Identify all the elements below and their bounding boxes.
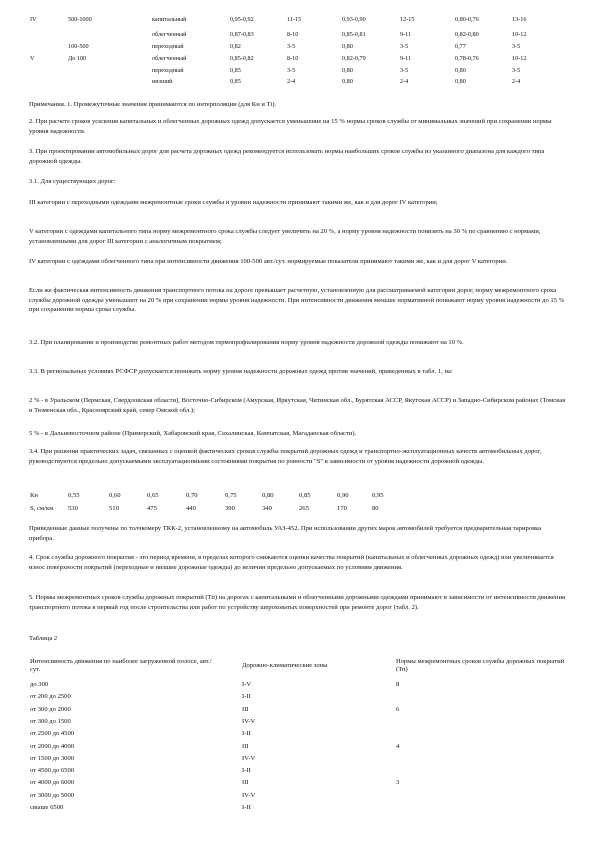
table-2-intensity: от 2500 до 4500 [30, 730, 75, 738]
table-2-zone: I-V [242, 681, 252, 688]
s-value: 265 [299, 505, 309, 512]
top-table-cell: 0,82 [230, 43, 241, 50]
table-2-zone: III [242, 705, 249, 713]
note-1: Примечания. 1. Промежуточные значения принимаются по интерполяции (для Кн и Тi). [29, 101, 277, 108]
top-table-cell: 0,80 [342, 78, 353, 85]
table-2-zone: I-II [242, 804, 251, 811]
top-table-cell: облегченный [152, 55, 187, 62]
top-table-cell: переходный [152, 67, 184, 74]
table-2-intensity: от 1500 до 3000 [30, 754, 75, 762]
table-2-zone: III [242, 742, 249, 750]
top-table-cell: 0,80-0,76 [455, 16, 479, 23]
top-table-cell: 0,85-0,81 [342, 31, 366, 38]
paragraph-5-percent: 5 % - в Дальневосточном районе (Приморский, Хабаровский края, Сахалинская, Камчатская, Магаданская области). [29, 430, 357, 437]
table-2-header-intensity: Интенсивность движения по наиболее загруженной полосе, авт./сут. [30, 658, 212, 673]
table-2-intensity: от 4500 до 6500 [30, 767, 75, 775]
top-table-cell: переходный [152, 43, 184, 50]
kn-value: 0,75 [225, 492, 237, 499]
table-2-zone: I-II [242, 767, 251, 775]
top-table-cell: 0,80 [342, 43, 353, 50]
top-table-cell: 3-5 [512, 43, 521, 50]
top-table-cell: 500-1000 [68, 16, 92, 23]
top-table-cell: 10-12 [512, 55, 527, 62]
top-table-cell: IV [30, 16, 37, 23]
top-table-cell: 12-15 [400, 16, 415, 23]
kn-value: 0,60 [109, 492, 121, 499]
table-2-zone: IV-V [242, 717, 256, 725]
note-2: 2. При расчете сроков усиления капитальных и облегченных дорожных одежд допускается уменьшение на 15 % нормы сроков службы от минимальных значений при сохранении нормы уровня надежности. [29, 118, 552, 135]
top-table-cell: 0,82-0,79 [342, 55, 366, 62]
top-table-cell: 2-4 [287, 78, 296, 85]
top-table-cell: капитальный [152, 16, 187, 23]
kn-value: 0,90 [337, 492, 349, 499]
s-value: 510 [109, 505, 119, 512]
top-table-cell: 9-11 [400, 31, 412, 38]
s-value: 440 [186, 505, 196, 512]
s-value: 475 [147, 505, 157, 512]
top-table-cell: V [30, 55, 35, 62]
top-table-cell: 11-15 [287, 16, 302, 23]
table-2-norm: 3 [396, 779, 400, 787]
top-table-cell: 3-5 [400, 43, 409, 50]
table-2-title: Таблица 2 [29, 635, 58, 642]
paragraph-tkk: Приведенные данные получены по толчкомеру ТКК-2, установленному на автомобиль УАЗ-452. При использовании других марок автомобилей требуется предварительная тарировка прибора. [29, 525, 542, 542]
top-table-cell: 3-5 [400, 67, 409, 74]
top-table-cell: низший [152, 78, 173, 85]
s-value: 390 [225, 505, 235, 512]
kn-value: 0,85 [299, 492, 311, 499]
kn-value: 0,80 [262, 492, 274, 499]
table-2-intensity: от 200 до 2500 [30, 693, 71, 701]
top-table-cell: 8-10 [287, 31, 299, 38]
kn-label: Кн [30, 492, 38, 499]
top-table-cell: 8-10 [287, 55, 299, 62]
top-table-cell: 0,85 [230, 67, 241, 74]
table-2-zone: III [242, 779, 249, 787]
top-table-cell: До 100 [68, 55, 87, 62]
paragraph-cat-v: V категории с одеждами капитального типа норму межремонтного срока службы следует увеличить на 20 %, а норму уровня надежности понизить на 30 % по сравнению с нормами, установленными для дорог III категории с аналогичным покрытием; [29, 228, 541, 245]
table-2-zone: IV-V [242, 754, 256, 762]
top-table-cell: 2-4 [400, 78, 409, 85]
table-2-norm: 6 [396, 705, 400, 713]
top-table-cell: 0,77 [455, 43, 466, 50]
table-2-norm: 8 [396, 681, 400, 688]
paragraph-intensity: Если же фактическая интенсивность движения транспортного потока на дороге превышает расчетную, установленную для рассматриваемой категории дорог, норму межремонтного срока службы дорожной одежды уменьшают на 20 % при сохранении нормы уровня надежности. При интенсивности движения меньше нормативной понижают норму уровня надежности до 15 % при сохранении нормы срока службы. [29, 287, 565, 314]
table-2-header-zones: Дорожно-климатические зоны [242, 662, 328, 669]
top-table-cell: 0,82-0,80 [455, 31, 479, 38]
table-2-zone: I-II [242, 693, 251, 701]
kn-value: 0,95 [372, 492, 384, 499]
section-3-4: 3.4. При решении практических задач, связанных с оценкой фактических сроков службы покрытий дорожных одежд и транспортно-эксплуатационных качеств автомобильных дорог, руководствуются предельно допускаемыми эксплуатационными состояниями покрытия по ровности "S" в зависимости от уровня надежности дорожной одежды. [29, 448, 542, 465]
s-value: 80 [372, 505, 379, 512]
table-2-norm: 4 [396, 742, 400, 750]
note-3: 3. При проектировании автомобильных дорог для расчета дорожных одежд рекомендуется использовать нормы наибольших сроков службы из указанного диапазона для каждого типа дорожной одежды. [29, 148, 545, 165]
table-2-zone: I-II [242, 730, 251, 738]
paragraph-cat-iii: III категории с переходными одеждами межремонтные сроки службы и уровни надежности принимают такими же, как и для дорог IV категории; [29, 199, 438, 206]
table-2-intensity: свыше 6500 [30, 804, 64, 811]
top-table-cell: 3-5 [287, 43, 296, 50]
table-2-intensity: от 3000 до 5000 [30, 791, 75, 799]
section-3-1: 3.1. Для существующих дорог: [29, 178, 116, 185]
top-table-cell: 0,80 [455, 78, 466, 85]
paragraph-cat-iv: IV категории с одеждами облегченного типа при интенсивности движения 100-500 авт./сут. нормируемые показатели принимают такими же, как и для дорог V категории. [29, 258, 508, 265]
top-table-cell: 0,80 [455, 67, 466, 74]
s-value: 340 [262, 505, 272, 512]
top-table-cell: 13-16 [512, 16, 527, 23]
top-table-cell: 0,93-0,90 [342, 16, 366, 23]
kn-value: 0,55 [68, 492, 80, 499]
top-table-cell: 3-5 [512, 67, 521, 74]
s-value: 530 [68, 505, 78, 512]
table-2-intensity: до 300 [30, 681, 49, 688]
section-3-2: 3.2. При планировании и производстве ремонтных работ методом термопрофилирования норму уровня надежности дорожной одежды понижают на 10 %. [29, 339, 464, 346]
top-table-cell: 100-500 [68, 43, 89, 50]
top-table-cell: 0,80 [342, 67, 353, 74]
top-table-cell: 2-4 [512, 78, 521, 85]
section-5: 5. Нормы межремонтных сроков службы дорожных покрытий (Тп) на дорогах с капитальными и облегченными дорожными одеждами принимают в зависимости от интенсивности движения транспортного потока в первый год после строительства или работ по устройству шероховатых поверхностей при ремонте дорог (табл. 2). [29, 594, 566, 611]
top-table-cell: 0,78-0,76 [455, 55, 479, 62]
table-2-intensity: от 2000 до 4000 [30, 742, 75, 750]
section-3-3: 3.3. В региональных условиях РСФСР допускается понижать норму уровня надежности дорожных одежд против значений, приведенных в табл. 1, на: [29, 368, 453, 375]
top-table-cell: 9-11 [400, 55, 412, 62]
top-table-cell: 0,95-0,92 [230, 16, 254, 23]
s-value: 170 [337, 505, 347, 512]
table-2-zone: IV-V [242, 791, 256, 799]
table-2-header-norms: Нормы межремонтных сроков службы дорожных покрытий (Тп) [396, 658, 565, 673]
kn-value: 0,70 [186, 492, 198, 499]
top-table-cell: облегченный [152, 31, 187, 38]
paragraph-2-percent: 2 % - в Уральском (Пермская, Свердловская области), Восточно-Сибирском (Амурская, Иркутская, Читинская обл., Бурятская АССР, Якутская АССР) и Западно-Сибирском районах (Томская и Тюменская обл., Красноярский край, север Омской обл.); [29, 397, 566, 414]
section-4: 4. Срок службы дорожного покрытия - это период времени, в пределах которого снижаются оценки качества покрытий (капитальных и облегченных дорожных одежд) или увеличивается износ поверхности покрытий (переходные и низшие дорожные одежды) до величин предельно допускаемых по условиям движения. [29, 554, 554, 571]
top-table-cell: 10-12 [512, 31, 527, 38]
kn-value: 0,65 [147, 492, 159, 499]
top-table-cell: 0,85 [230, 78, 241, 85]
top-table-cell: 0,85-0,82 [230, 55, 254, 62]
top-table-cell: 3-5 [287, 67, 296, 74]
s-label: S, см/км [30, 505, 54, 512]
top-table-cell: 0,87-0,83 [230, 31, 254, 38]
table-2-intensity: от 300 до 2000 [30, 705, 71, 713]
table-2-intensity: от 4000 до 6000 [30, 779, 75, 787]
table-2-intensity: от 300 до 1500 [30, 717, 71, 725]
